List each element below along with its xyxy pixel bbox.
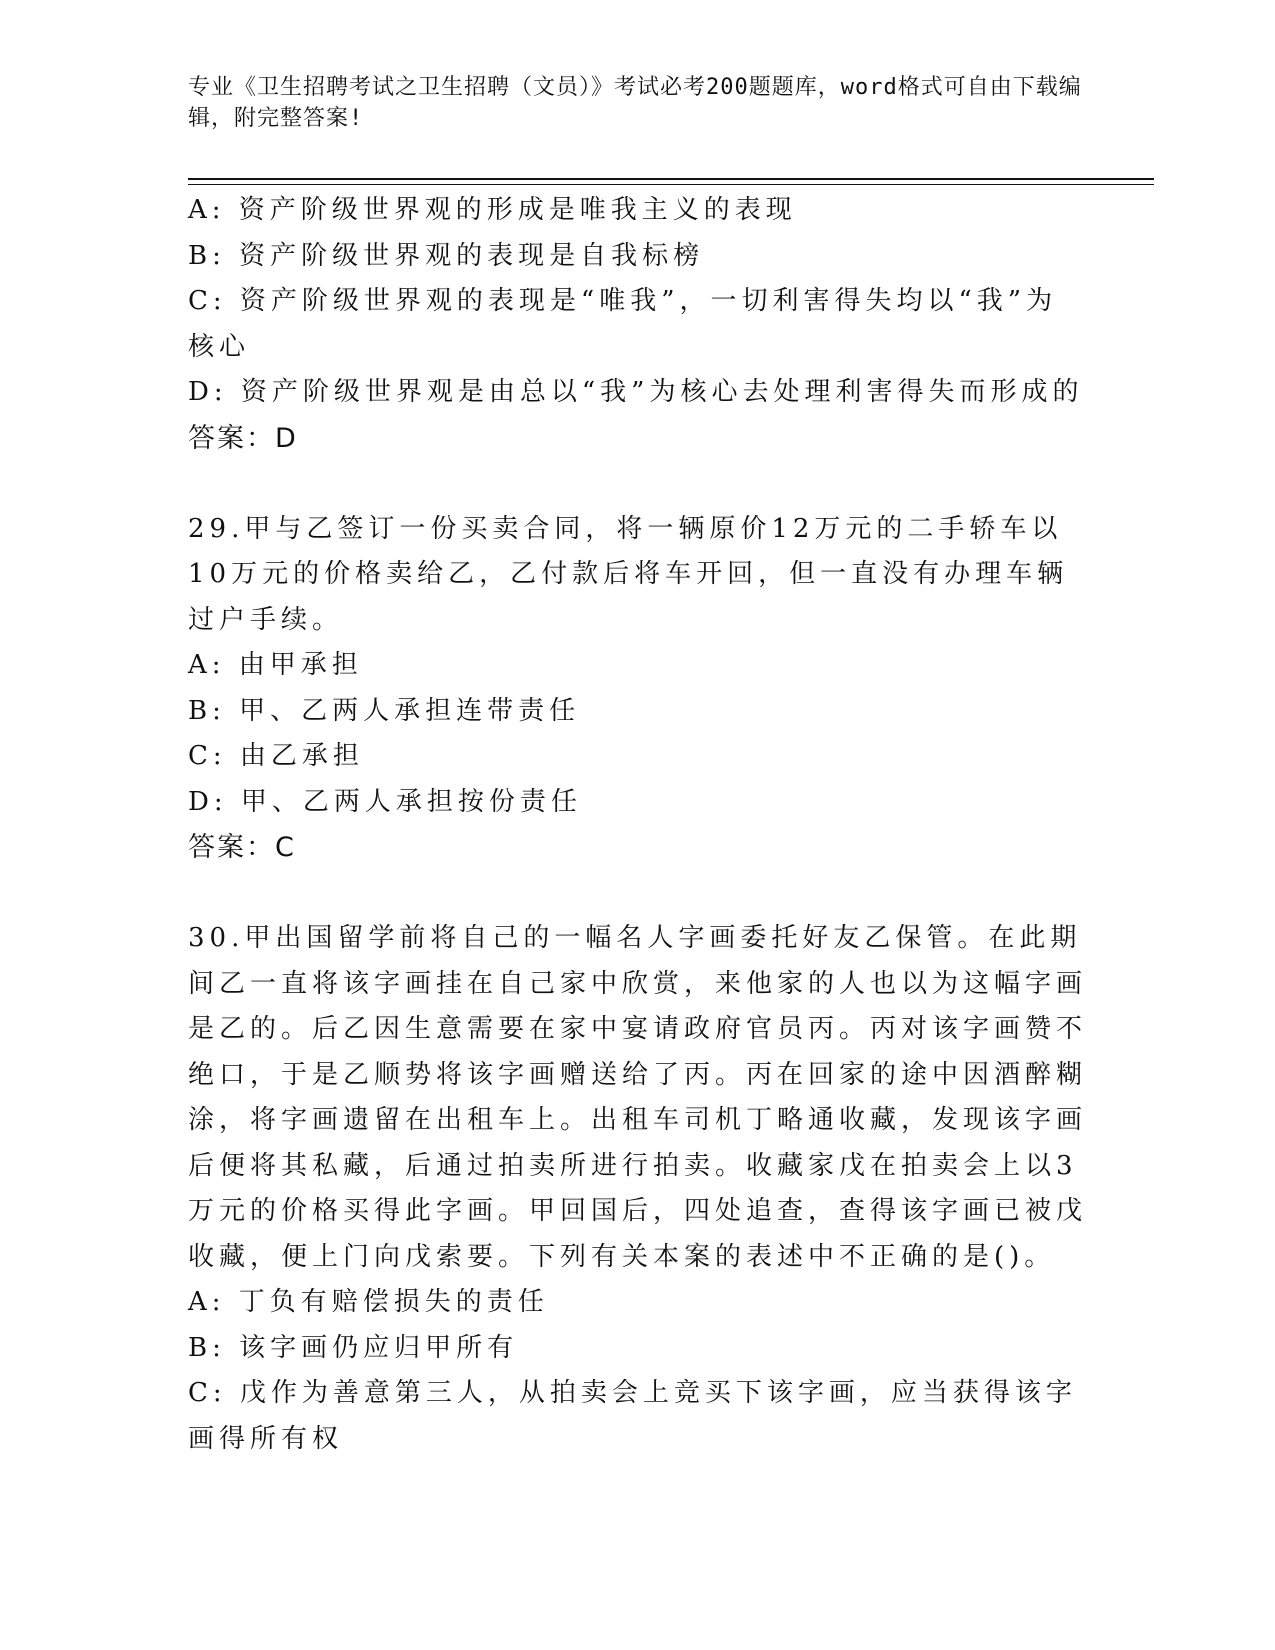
option-a: A: 由甲承担 xyxy=(188,650,363,680)
spacer xyxy=(188,461,1088,507)
option-a: A: 丁负有赔偿损失的责任 xyxy=(188,1287,549,1317)
question-list xyxy=(188,188,1088,1462)
option-b: B: 该字画仍应归甲所有 xyxy=(188,1332,519,1363)
option-d: D: 甲、乙两人承担按份责任 xyxy=(188,786,582,817)
option-a: A: 资产阶级世界观的形成是唯我主义的表现 xyxy=(188,195,797,225)
option-c: C: 戊作为善意第三人，从拍卖会上竞买下该字画，应当获得该字画得所有权 xyxy=(188,1378,1077,1454)
header-divider xyxy=(188,178,1154,180)
answer-label: 答案：D xyxy=(188,422,298,454)
answer-label: 答案：C xyxy=(188,832,296,863)
document-header: 专业《卫生招聘考试之卫生招聘（文员）》考试必考200题题库，word格式可自由下载编辑，附完整答案! xyxy=(188,75,1082,131)
option-c: C: 由乙承担 xyxy=(188,741,364,771)
question-stem: 29.甲与乙签订一份买卖合同，将一辆原价12万元的二手轿车以10万元的价格卖给乙，乙付款后将车开回，但一直没有办理车辆过户手续。 xyxy=(188,513,1069,635)
option-d: D: 资产阶级世界观是由总以“我”为核心去处理利害得失而形成的 xyxy=(188,377,1084,407)
question-29 xyxy=(188,507,1088,871)
option-c: C: 资产阶级世界观的表现是“唯我”，一切利害得失均以“我”为核心 xyxy=(188,286,1058,362)
header-divider-thin xyxy=(188,184,1154,185)
question-30 xyxy=(188,916,1088,1462)
spacer xyxy=(188,871,1088,917)
option-b: B: 甲、乙两人承担连带责任 xyxy=(188,695,581,726)
question-28 xyxy=(188,188,1088,461)
option-b: B: 资产阶级世界观的表现是自我标榜 xyxy=(188,240,705,271)
question-stem: 30.甲出国留学前将自己的一幅名人字画委托好友乙保管。在此期间乙一直将该字画挂在自己家中欣赏，来他家的人也以为这幅字画是乙的。后乙因生意需要在家中宴请政府官员丙。丙对该字画赞不绝口，于是乙顺势将该字画赠送给了丙。丙在回家的途中因酒醉糊涂，将字画遗留在出租车上。出租车司机丁略通收藏，发现该字画后便将其私藏，后通过拍卖所进行拍卖。收藏家戊在拍卖会上以3万元的价格买得此字画。甲回国后，四处追查，查得该字画已被戊收藏，便上门向戊索要。下列有关本案的表述中不正确的是()。 xyxy=(188,923,1088,1272)
